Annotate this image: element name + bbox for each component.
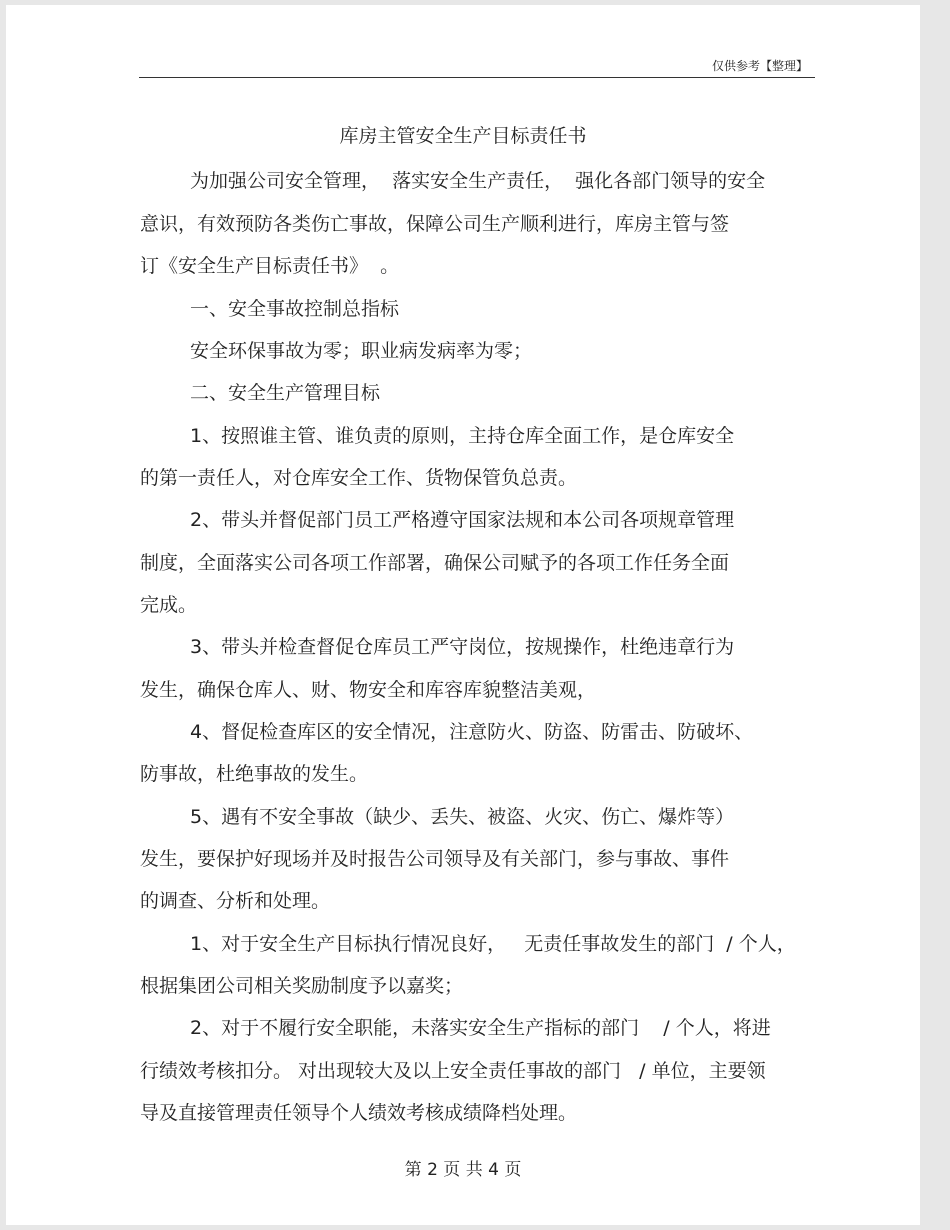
body-line: 安全环保事故为零；职业病发病率为零；	[190, 340, 533, 362]
body-line: 制度，全面落实公司各项工作部署，确保公司赋予的各项工作任务全面	[140, 552, 730, 574]
header-rule	[139, 77, 815, 78]
body-line: 的第一责任人，对仓库安全工作、货物保管负总责。	[140, 467, 578, 489]
section-heading: 一、安全事故控制总指标	[190, 298, 400, 320]
document-page	[6, 5, 920, 1225]
section-heading: 二、安全生产管理目标	[190, 382, 381, 404]
body-line: 4、督促检查库区的安全情况，注意防火、防盗、防雷击、防破坏、	[190, 721, 754, 743]
body-line: 行绩效考核扣分。 对出现较大及以上安全责任事故的部门 / 单位，主要领	[140, 1060, 766, 1082]
body-line: 发生，确保仓库人、财、物安全和库容库貌整洁美观，	[140, 679, 597, 701]
header-note: 仅供参考【整理】	[711, 59, 808, 73]
body-line: 2、带头并督促部门员工严格遵守国家法规和本公司各项规章管理	[190, 509, 735, 531]
body-line: 2、对于不履行安全职能，未落实安全生产指标的部门 / 个人，将进	[190, 1017, 771, 1039]
page-number: 第 2 页 共 4 页	[404, 1160, 522, 1180]
document-title: 库房主管安全生产目标责任书	[339, 125, 587, 147]
body-line: 完成。	[140, 594, 198, 616]
body-line: 为加强公司安全管理， 落实安全生产责任， 强化各部门领导的安全	[190, 170, 766, 192]
body-line: 3、带头并检查督促仓库员工严守岗位，按规操作，杜绝违章行为	[190, 636, 735, 658]
body-line: 防事故，杜绝事故的发生。	[140, 763, 369, 785]
body-line: 根据集团公司相关奖励制度予以嘉奖；	[140, 975, 464, 997]
body-line: 导及直接管理责任领导个人绩效考核成绩降档处理。	[140, 1102, 578, 1124]
body-line: 1、按照谁主管、谁负责的原则，主持仓库全面工作，是仓库安全	[190, 425, 735, 447]
body-line: 5、遇有不安全事故（缺少、丢失、被盗、火灾、伤亡、爆炸等）	[190, 806, 735, 828]
body-line: 1、对于安全生产目标执行情况良好， 无责任事故发生的部门 / 个人，	[190, 933, 796, 955]
body-line: 发生，要保护好现场并及时报告公司领导及有关部门，参与事故、事件	[140, 848, 730, 870]
body-line: 订《安全生产目标责任书》 。	[140, 255, 400, 277]
body-line: 意识，有效预防各类伤亡事故，保障公司生产顺利进行，库房主管与签	[140, 213, 730, 235]
body-line: 的调查、分析和处理。	[140, 890, 331, 912]
